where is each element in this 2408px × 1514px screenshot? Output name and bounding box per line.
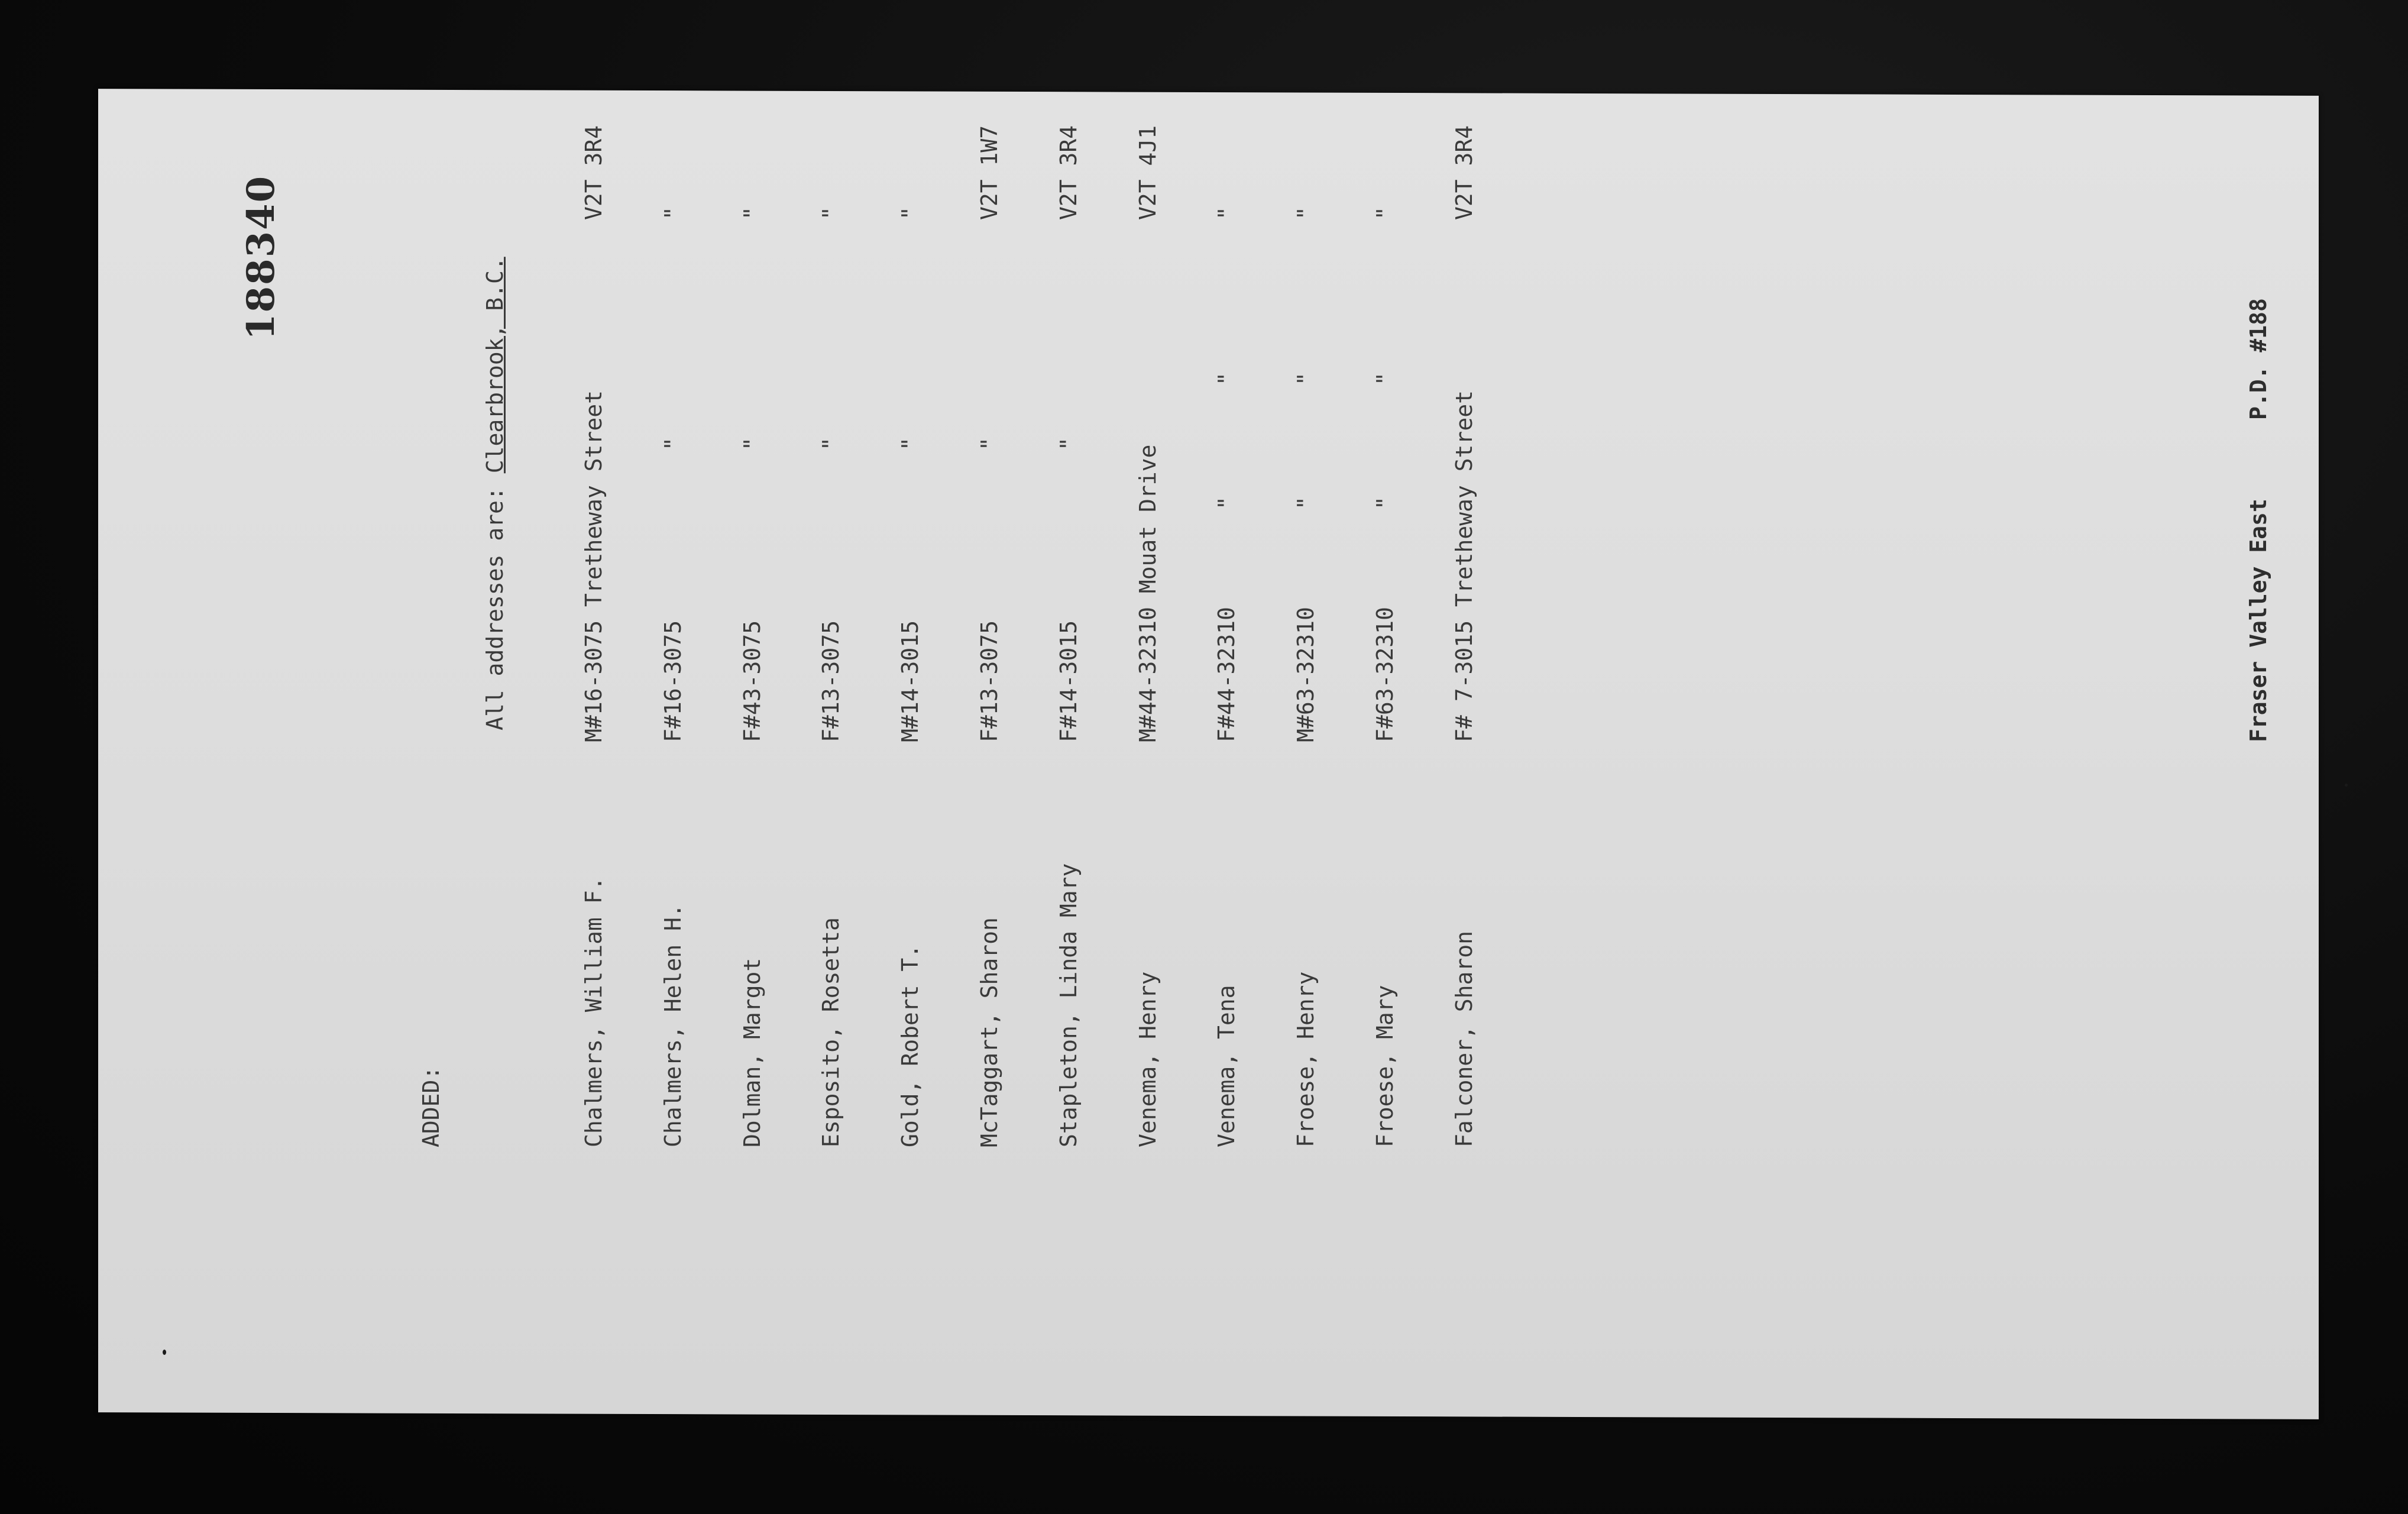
entry-address: #63-32310: [1293, 607, 1319, 729]
entry-name: Dolman, Margot: [739, 957, 765, 1147]
entry-address: # 7-3015 Tretheway Street: [1451, 390, 1477, 729]
entry-name: Chalmers, Helen H.: [659, 904, 686, 1147]
entry-street-ditto: ": [1293, 372, 1319, 386]
entry-address: #43-3075: [739, 620, 765, 729]
entry-postal-code: V2T 4J1: [1134, 125, 1161, 220]
entry-name: McTaggart, Sharon: [976, 917, 1002, 1147]
entry-street-ditto: ": [739, 437, 765, 451]
entry-street-ditto: ": [818, 437, 844, 451]
entry-sex: M: [581, 729, 607, 742]
entry-postal-code: ": [1213, 206, 1240, 220]
entry-postal-code: V2T 1W7: [976, 125, 1002, 220]
document-page: [98, 89, 2319, 1419]
entry-street-ditto: ": [1213, 496, 1240, 510]
entry-sex: F: [1372, 729, 1398, 742]
entry-name: Froese, Mary: [1372, 985, 1398, 1147]
entry-address: #14-3015: [1055, 620, 1082, 729]
entry-postal-code: ": [659, 206, 686, 220]
entry-street-ditto: ": [1372, 496, 1398, 510]
entry-postal-code: ": [897, 206, 924, 220]
address-note-prefix: All addresses are:: [482, 487, 508, 730]
entry-name: Falconer, Sharon: [1451, 930, 1477, 1147]
entry-street-ditto: ": [1213, 372, 1240, 386]
entry-name: Venema, Henry: [1134, 971, 1161, 1147]
entry-street-ditto: ": [1055, 437, 1082, 451]
entry-postal-code: V2T 3R4: [581, 125, 607, 220]
entry-postal-code: ": [739, 206, 765, 220]
entry-postal-code: V2T 3R4: [1055, 125, 1082, 220]
entry-postal-code: V2T 3R4: [1451, 125, 1477, 220]
entry-address: #13-3075: [976, 620, 1002, 729]
address-note: [484, 257, 506, 730]
added-heading: ADDED:: [418, 1066, 444, 1147]
entry-name: Froese, Henry: [1293, 971, 1319, 1147]
entry-name: Chalmers, William F.: [581, 876, 607, 1147]
entry-street-ditto: ": [659, 437, 686, 451]
entry-sex: F: [818, 729, 844, 742]
entry-sex: F: [739, 729, 765, 742]
scan-speck: [2345, 784, 2348, 787]
footer-pd: P.D. #188: [2245, 298, 2271, 420]
document-number: 188340: [239, 174, 283, 340]
entry-sex: F: [1451, 729, 1477, 742]
entry-street-ditto: ": [976, 437, 1002, 451]
entry-address: #63-32310: [1372, 607, 1398, 729]
entry-street-ditto: ": [897, 437, 924, 451]
entry-sex: M: [1293, 729, 1319, 742]
entry-name: Venema, Tena: [1213, 985, 1240, 1147]
entry-address: #16-3075: [659, 620, 686, 729]
entry-postal-code: ": [1372, 206, 1398, 220]
entry-sex: F: [1055, 729, 1082, 742]
entry-postal-code: ": [1293, 206, 1319, 220]
entry-sex: F: [1213, 729, 1240, 742]
entry-street-ditto: ": [1293, 496, 1319, 510]
entry-sex: M: [1134, 729, 1161, 742]
entry-name: Gold, Robert T.: [897, 944, 924, 1147]
entry-address: #13-3075: [818, 620, 844, 729]
entry-address: #14-3015: [897, 620, 924, 729]
entry-name: Esposito, Rosetta: [818, 917, 844, 1147]
scan-speck: [163, 1350, 166, 1355]
entry-postal-code: ": [818, 206, 844, 220]
entry-address: #16-3075 Tretheway Street: [581, 390, 607, 729]
entry-sex: F: [976, 729, 1002, 742]
entry-address: #44-32310: [1213, 607, 1240, 729]
entry-address: #44-32310 Mouat Drive: [1134, 444, 1161, 729]
entry-street-ditto: ": [1372, 372, 1398, 386]
footer-district: Fraser Valley East: [2245, 499, 2271, 742]
entry-sex: F: [659, 729, 686, 742]
entry-sex: M: [897, 729, 924, 742]
address-note-place: Clearbrook, B.C.: [482, 257, 508, 474]
entry-name: Stapleton, Linda Mary: [1055, 863, 1082, 1147]
